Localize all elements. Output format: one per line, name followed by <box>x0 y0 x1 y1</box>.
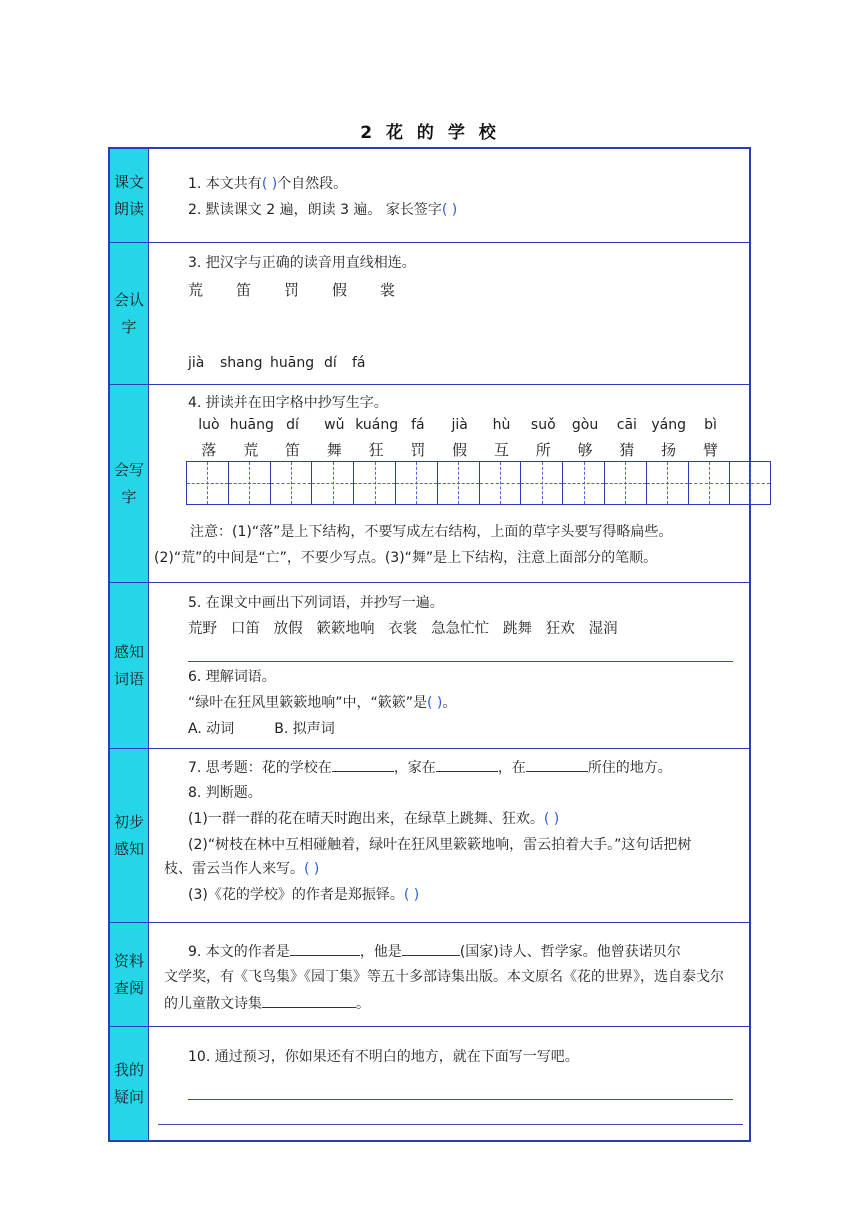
char: 罚 <box>410 441 426 459</box>
pinyin: jià <box>451 417 468 433</box>
parent-signature-field[interactable]: ( ) <box>441 202 458 218</box>
option-a[interactable]: A. 动词 <box>188 721 235 737</box>
char: 荒 <box>243 441 259 459</box>
q7-text: ，在 <box>497 760 526 776</box>
section-label <box>110 149 149 242</box>
tianzige-cell[interactable] <box>646 461 688 505</box>
answer-paren[interactable]: ( ) <box>261 176 278 192</box>
blank-field[interactable] <box>290 941 360 956</box>
recognize-pinyin <box>188 355 380 371</box>
char: 笛 <box>236 281 252 299</box>
question-8-2: (2)“树枝在林中互相碰触着，绿叶在狂风里簌簌地响，雷云拍着大手。”这句话把树 <box>188 837 692 853</box>
copy-line[interactable] <box>188 661 733 662</box>
pinyin: wǔ <box>324 417 345 433</box>
question-4: 4. 拼读并在田字格中抄写生字。 <box>188 395 388 411</box>
section-label-text: 会认字 <box>113 290 144 336</box>
char: 落 <box>201 441 217 459</box>
section-reading <box>110 149 749 243</box>
writing-line[interactable] <box>158 1124 743 1125</box>
blank-field[interactable] <box>262 993 356 1008</box>
tianzige-cell[interactable] <box>353 461 395 505</box>
section-research <box>110 923 749 1027</box>
writing-line[interactable] <box>188 1099 733 1100</box>
section-words <box>110 583 749 749</box>
question-8: 8. 判断题。 <box>188 785 262 801</box>
q8-3-text: (3)《花的学校》的作者是郑振铎。 <box>188 887 404 903</box>
section-perceive <box>110 749 749 923</box>
blank-field[interactable] <box>526 757 588 772</box>
q2-text: 2. 默读课文 2 遍，朗读 3 遍。 家长签字 <box>188 202 442 218</box>
tianzige-cell[interactable] <box>186 461 228 505</box>
section-label <box>110 923 149 1026</box>
write-pinyin <box>188 417 731 433</box>
pinyin: kuáng <box>355 417 399 433</box>
recognize-chars <box>188 279 428 300</box>
section-label-text: 我的疑问 <box>113 1060 144 1106</box>
section-recognize <box>110 243 749 385</box>
question-8-2-cont <box>164 859 319 879</box>
page-title: 2 花 的 学 校 <box>360 123 500 143</box>
pinyin: dí <box>286 417 299 433</box>
question-3: 3. 把汉字与正确的读音用直线相连。 <box>188 255 416 271</box>
tianzige-cell[interactable] <box>688 461 730 505</box>
section-label-text: 初步感知 <box>113 812 144 858</box>
question-9-end <box>164 993 370 1014</box>
section-label <box>110 583 149 748</box>
tianzige-cell[interactable] <box>729 461 771 505</box>
char: 臂 <box>702 441 718 459</box>
q7-text: ，家在 <box>393 760 436 776</box>
pinyin: huāng <box>270 355 315 371</box>
tianzige-grid[interactable] <box>186 461 771 505</box>
pinyin: fá <box>352 355 366 371</box>
q1-text-end: 个自然段。 <box>277 176 348 192</box>
note-1: 注意：(1)“落”是上下结构，不要写成左右结构，上面的草字头要写得略扁些。 <box>190 524 673 540</box>
blank-field[interactable] <box>332 757 394 772</box>
question-10: 10. 通过预习，你如果还有不明白的地方，就在下面写一写吧。 <box>188 1049 579 1065</box>
char: 笛 <box>284 441 300 459</box>
char: 假 <box>452 441 468 459</box>
char: 够 <box>577 441 593 459</box>
tianzige-cell[interactable] <box>604 461 646 505</box>
option-b[interactable]: B. 拟声词 <box>274 721 335 737</box>
question-7 <box>188 757 672 778</box>
answer-paren[interactable]: ( ) <box>304 861 320 877</box>
question-2 <box>188 200 457 220</box>
question-6: 6. 理解词语。 <box>188 669 276 685</box>
question-9-cont: 文学奖，有《飞鸟集》《园丁集》等五十多部诗集出版。本文原名《花的世界》，选自泰戈尔 <box>164 969 724 985</box>
pinyin: jià <box>188 355 205 371</box>
tianzige-cell[interactable] <box>228 461 270 505</box>
section-write <box>110 385 749 583</box>
pinyin: luò <box>198 417 220 433</box>
note-2: (2)“荒”的中间是“亡”，不要少写点。(3)“舞”是上下结构，注意上面部分的笔顺。 <box>154 550 658 566</box>
char: 假 <box>332 281 348 299</box>
section-questions <box>110 1027 749 1140</box>
tianzige-cell[interactable] <box>562 461 604 505</box>
pinyin: cāi <box>616 417 637 433</box>
tianzige-cell[interactable] <box>395 461 437 505</box>
answer-paren[interactable]: ( ) <box>543 811 560 827</box>
char: 所 <box>535 441 551 459</box>
char: 罚 <box>284 281 300 299</box>
char: 裳 <box>380 281 396 299</box>
q9-text: 9. 本文的作者是 <box>188 944 290 960</box>
pinyin: suǒ <box>530 417 556 433</box>
tianzige-cell[interactable] <box>437 461 479 505</box>
section-label-text: 课文朗读 <box>113 172 144 218</box>
pinyin: fá <box>411 417 425 433</box>
write-chars <box>188 439 731 460</box>
section-label <box>110 749 149 922</box>
answer-paren[interactable]: ( ) <box>427 695 443 711</box>
section-label <box>110 385 149 582</box>
char: 扬 <box>661 441 677 459</box>
tianzige-cell[interactable] <box>270 461 312 505</box>
section-label <box>110 1027 149 1140</box>
q7-text: 所住的地方。 <box>587 760 672 776</box>
worksheet-table <box>108 147 751 1142</box>
question-9 <box>188 941 681 962</box>
q6-text: “绿叶在狂风里簌簌地响”中，“簌簌”是 <box>188 695 428 711</box>
char: 猜 <box>619 441 635 459</box>
section-label-text: 会写字 <box>113 460 144 506</box>
q9-text: 。 <box>356 996 370 1012</box>
pinyin: huāng <box>229 417 274 433</box>
blank-field[interactable] <box>436 757 498 772</box>
char: 互 <box>493 441 509 459</box>
q7-text: 7. 思考题：花的学校在 <box>188 760 332 776</box>
question-8-1 <box>188 809 559 829</box>
pinyin: shang <box>220 355 263 371</box>
section-label <box>110 243 149 384</box>
question-5: 5. 在课文中画出下列词语，并抄写一遍。 <box>188 595 444 611</box>
question-1 <box>188 174 347 194</box>
options <box>188 719 335 739</box>
word-list: 荒野 口笛 放假 簌簌地响 衣裳 急急忙忙 跳舞 狂欢 湿润 <box>188 621 618 637</box>
char: 狂 <box>368 441 384 459</box>
q1-text: 1. 本文共有 <box>188 176 262 192</box>
char: 荒 <box>188 281 204 299</box>
char: 舞 <box>326 441 342 459</box>
pinyin: hù <box>492 417 511 433</box>
pinyin: gòu <box>571 417 599 433</box>
q8-1-text: (1)一群一群的花在晴天时跑出来，在绿草上跳舞、狂欢。 <box>188 811 544 827</box>
section-label-text: 资料查阅 <box>113 951 144 997</box>
tianzige-cell[interactable] <box>520 461 562 505</box>
q9-text: 的儿童散文诗集 <box>164 996 262 1012</box>
q9-text: (国家)诗人、哲学家。他曾获诺贝尔 <box>459 944 681 960</box>
q8-2-text: 枝、雷云当作人来写。 <box>164 861 304 877</box>
tianzige-cell[interactable] <box>311 461 353 505</box>
question-6-text <box>188 693 456 713</box>
q9-text: ，他是 <box>359 944 402 960</box>
question-8-3 <box>188 885 419 905</box>
section-label-text: 感知词语 <box>113 642 144 688</box>
pinyin: dí <box>324 355 337 371</box>
q6-text-end: 。 <box>442 695 457 711</box>
pinyin: yáng <box>651 417 686 433</box>
answer-paren[interactable]: ( ) <box>403 887 420 903</box>
tianzige-cell[interactable] <box>479 461 521 505</box>
pinyin: bì <box>704 417 717 433</box>
blank-field[interactable] <box>402 941 460 956</box>
